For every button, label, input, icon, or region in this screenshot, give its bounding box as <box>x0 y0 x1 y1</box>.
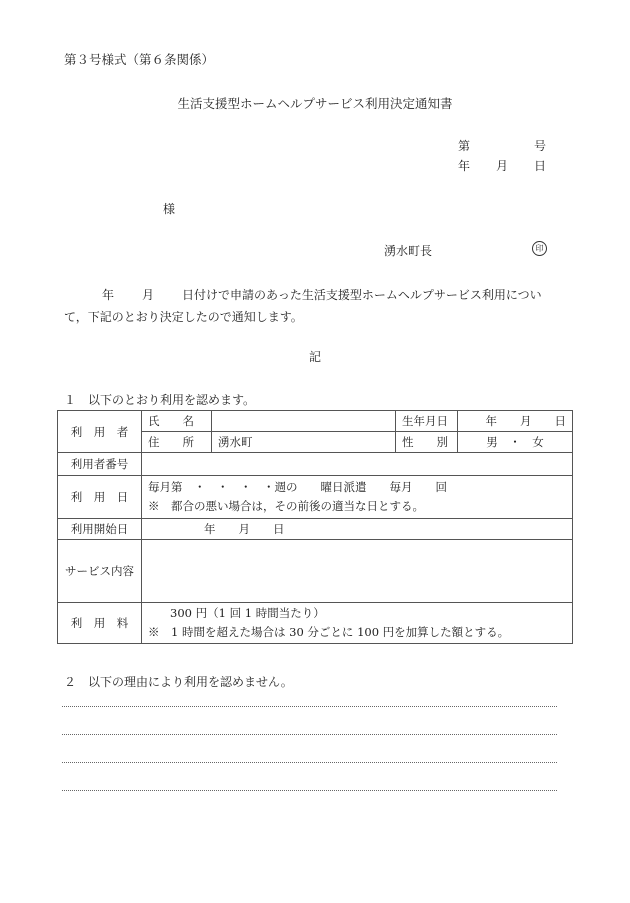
address-value[interactable]: 湧水町 <box>212 432 396 453</box>
address-label: 住 所 <box>142 432 212 453</box>
date-month: 月 <box>495 159 508 173</box>
record-heading: 記 <box>308 350 321 364</box>
seal-stamp: 印 <box>532 241 547 256</box>
body-text-main: 日付けで申請のあった生活支援型ホームヘルプサービス利用について，下記のとおり決定したので通知します。 <box>64 288 542 324</box>
issuer-name: 湧水町長 <box>384 244 433 258</box>
fee-value <box>142 603 573 644</box>
fee-line1: 300 円（1 回 1 時間当たり） <box>170 606 325 620</box>
body-month: 月 <box>142 288 155 302</box>
reason-line[interactable] <box>62 706 557 707</box>
fee-line2: ※ 1 時間を超えた場合は 30 分ごとに 100 円を加算した額とする。 <box>148 625 510 639</box>
document-number <box>458 137 546 154</box>
addressee: 様 <box>163 202 176 216</box>
user-number-value[interactable] <box>142 453 573 476</box>
birth-value[interactable]: 年 月 日 <box>458 411 573 432</box>
sex-label: 性 別 <box>396 432 458 453</box>
reason-line[interactable] <box>62 790 557 791</box>
sex-value[interactable]: 男 ・ 女 <box>458 432 573 453</box>
start-date-label: 利用開始日 <box>58 519 142 540</box>
table-row <box>58 453 573 476</box>
use-day-line2: ※ 都合の悪い場合は，その前後の適当な日とする。 <box>148 499 424 513</box>
form-number: 第３号様式（第６条関係） <box>64 52 215 67</box>
use-day-label: 利 用 日 <box>58 476 142 519</box>
date-day: 日 <box>533 159 546 173</box>
body-year: 年 <box>102 288 115 302</box>
user-number-label: 利用者番号 <box>58 453 142 476</box>
doc-number-suffix: 号 <box>533 139 546 153</box>
table-row <box>58 540 573 603</box>
reason-line[interactable] <box>62 734 557 735</box>
decision-table <box>57 410 573 644</box>
table-row <box>58 476 573 519</box>
birth-label: 生年月日 <box>396 411 458 432</box>
section2-heading: ２ 以下の理由により利用を認めません。 <box>64 675 293 689</box>
start-date-value[interactable]: 年 月 日 <box>142 519 573 540</box>
table-row <box>58 519 573 540</box>
fee-label: 利 用 料 <box>58 603 142 644</box>
issue-date <box>458 157 546 174</box>
table-row <box>58 411 573 432</box>
user-label: 利 用 者 <box>58 411 142 453</box>
date-year: 年 <box>458 159 471 173</box>
section1-heading: １ 以下のとおり利用を認めます。 <box>64 393 256 407</box>
use-day-value[interactable] <box>142 476 573 519</box>
service-value[interactable] <box>142 540 573 603</box>
name-value[interactable] <box>212 411 396 432</box>
table-row <box>58 603 573 644</box>
reason-line[interactable] <box>62 762 557 763</box>
notice-body <box>64 284 564 328</box>
doc-number-prefix: 第 <box>458 139 471 153</box>
document-title: 生活支援型ホームヘルプサービス利用決定通知書 <box>177 96 453 111</box>
use-day-line1: 毎月第 ・ ・ ・ ・週の 曜日派遣 毎月 回 <box>148 480 447 494</box>
name-label: 氏 名 <box>142 411 212 432</box>
service-label: サービス内容 <box>58 540 142 603</box>
